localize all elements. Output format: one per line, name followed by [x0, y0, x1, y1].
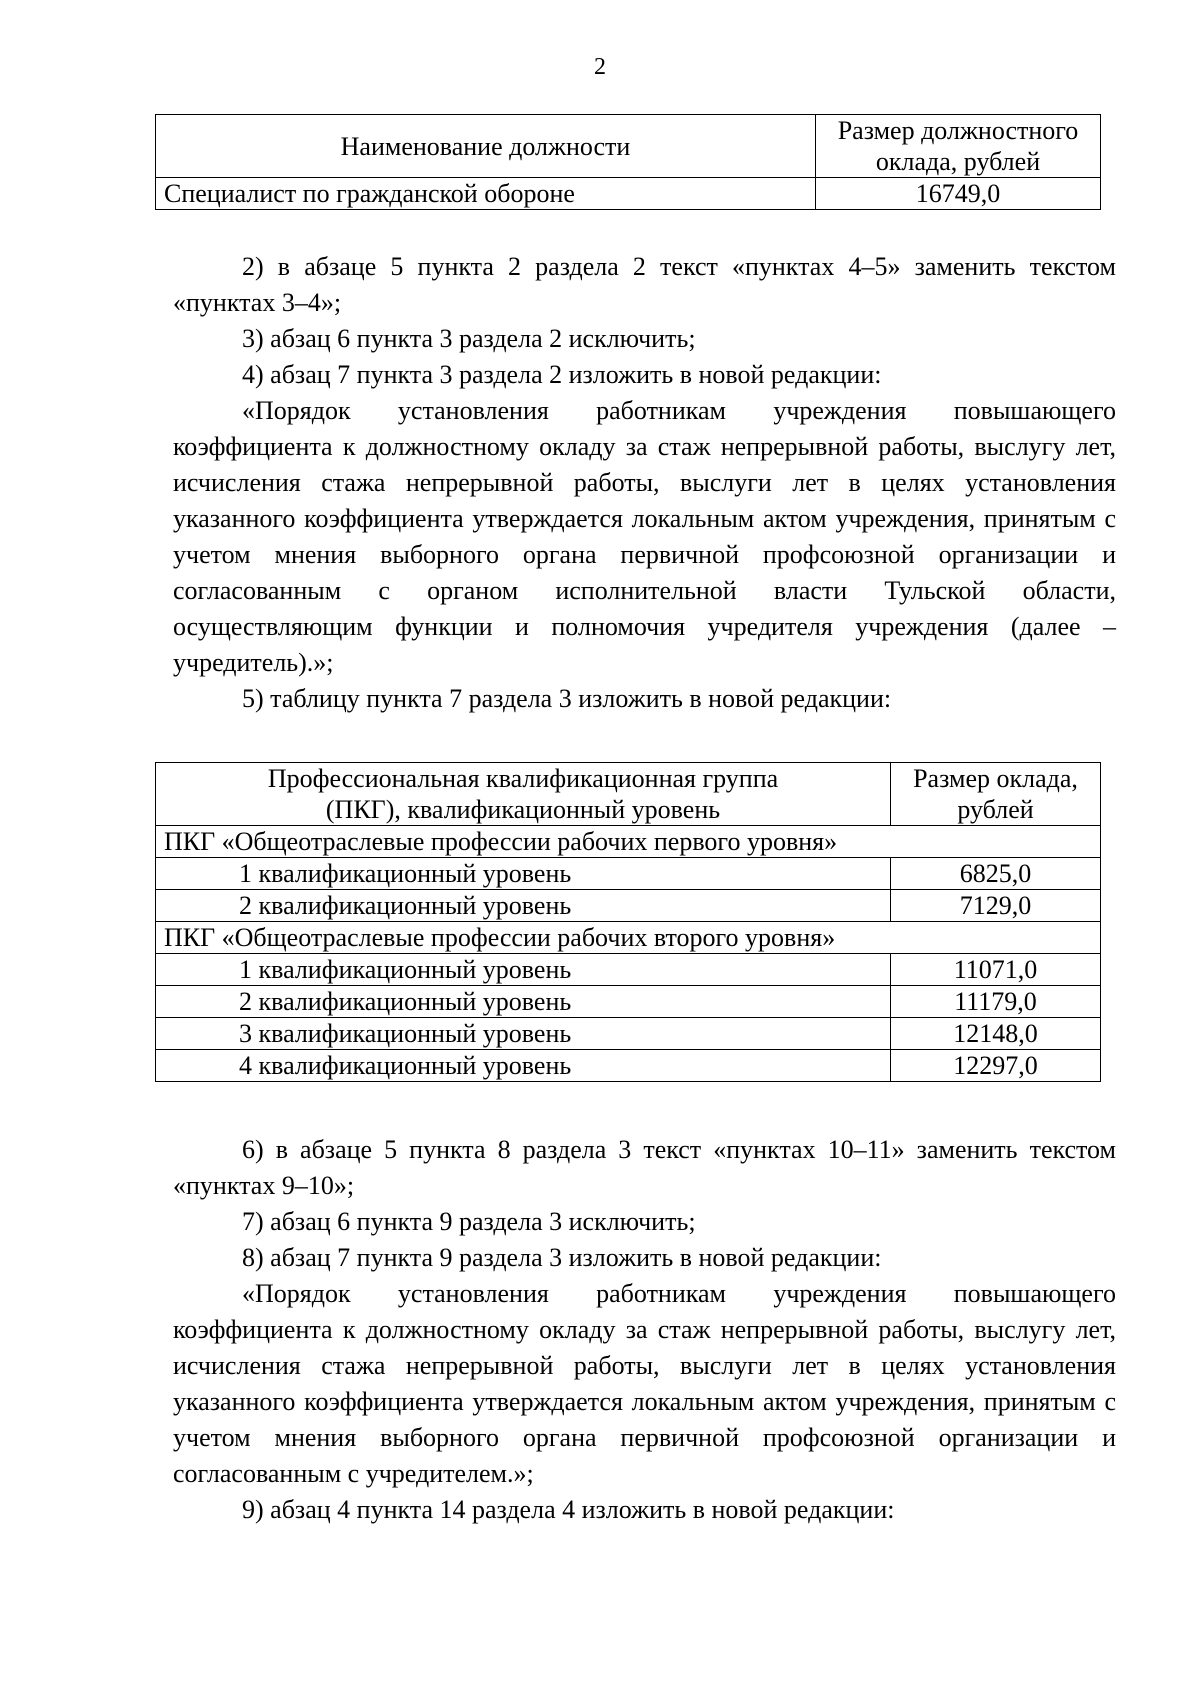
header-salary-line2: рублей [957, 795, 1034, 824]
table-row [156, 954, 1101, 986]
salary-cell: 11179,0 [891, 986, 1101, 1018]
group-title: ПКГ «Общеотраслевые профессии рабочих первого уровня» [156, 826, 1101, 858]
table-row [156, 986, 1101, 1018]
header-group-line2: (ПКГ), квалификационный уровень [325, 795, 721, 824]
table-header-row [156, 115, 1101, 178]
paragraph-5: 5) таблицу пункта 7 раздела 3 изложить в новой редакции: [242, 684, 892, 713]
salary-cell: 7129,0 [891, 890, 1101, 922]
salary-cell: 6825,0 [891, 858, 1101, 890]
header-salary [891, 763, 1101, 826]
level-cell: 3 квалификационный уровень [156, 1018, 891, 1050]
header-position: Наименование должности [156, 115, 816, 178]
paragraph-quote-2: «Порядок установления работникам учреждения повышающего коэффициента к должностному окладу за стаж непрерывной работы, выслугу лет, исчисления стажа непрерывной работы, выслуги лет в целях установления указанного коэффициента утверждается локальным актом учреждения, принятым с учетом мнения выборного органа первичной профсоюзной организации и согласованным с учредителем.»; [173, 1279, 1116, 1488]
level-cell: 2 квалификационный уровень [156, 986, 891, 1018]
header-salary-line1: Размер должностного [837, 116, 1079, 145]
level-cell: 2 квалификационный уровень [156, 890, 891, 922]
paragraph-4: 4) абзац 7 пункта 3 раздела 2 изложить в новой редакции: [242, 360, 882, 389]
header-salary-line1: Размер оклада, [913, 764, 1078, 793]
paragraph-2: 2) в абзаце 5 пункта 2 раздела 2 текст «пунктах 4–5» заменить текстом «пунктах 3–4»; [173, 252, 1116, 317]
level-cell: 1 квалификационный уровень [156, 954, 891, 986]
header-group-line1: Профессиональная квалификационная группа [267, 764, 779, 793]
table-row [156, 178, 1101, 210]
salary-cell: 16749,0 [816, 178, 1101, 210]
paragraph-9: 9) абзац 4 пункта 14 раздела 4 изложить в новой редакции: [242, 1495, 895, 1524]
paragraph-3: 3) абзац 6 пункта 3 раздела 2 исключить; [242, 324, 696, 353]
position-salary-table [155, 114, 1101, 210]
position-cell: Специалист по гражданской обороне [156, 178, 816, 210]
salary-cell: 12148,0 [891, 1018, 1101, 1050]
header-group [156, 763, 891, 826]
salary-cell: 12297,0 [891, 1050, 1101, 1082]
header-salary [816, 115, 1101, 178]
paragraph-6: 6) в абзаце 5 пункта 8 раздела 3 текст «пунктах 10–11» заменить текстом «пунктах 9–10»; [173, 1135, 1116, 1200]
group-row [156, 826, 1101, 858]
paragraph-8: 8) абзац 7 пункта 9 раздела 3 изложить в новой редакции: [242, 1243, 882, 1272]
paragraph-7: 7) абзац 6 пункта 9 раздела 3 исключить; [242, 1207, 696, 1236]
level-cell: 1 квалификационный уровень [156, 858, 891, 890]
page-number: 2 [594, 54, 606, 80]
paragraph-quote-1: «Порядок установления работникам учреждения повышающего коэффициента к должностному окладу за стаж непрерывной работы, выслугу лет, исчисления стажа непрерывной работы, выслуги лет в целях установления указанного коэффициента утверждается локальным актом учреждения, принятым с учетом мнения выборного органа первичной профсоюзной организации и согласованным с органом исполнительной власти Тульской области, осуществляющим функции и полномочия учредителя учреждения (далее – учредитель).»; [173, 396, 1116, 677]
group-title: ПКГ «Общеотраслевые профессии рабочих второго уровня» [156, 922, 1101, 954]
table-row [156, 858, 1101, 890]
pkg-salary-table [155, 762, 1101, 1082]
table-row [156, 890, 1101, 922]
table-header-row [156, 763, 1101, 826]
salary-cell: 11071,0 [891, 954, 1101, 986]
table-row [156, 1018, 1101, 1050]
table-row [156, 1050, 1101, 1082]
level-cell: 4 квалификационный уровень [156, 1050, 891, 1082]
header-salary-line2: оклада, рублей [875, 147, 1041, 176]
group-row [156, 922, 1101, 954]
